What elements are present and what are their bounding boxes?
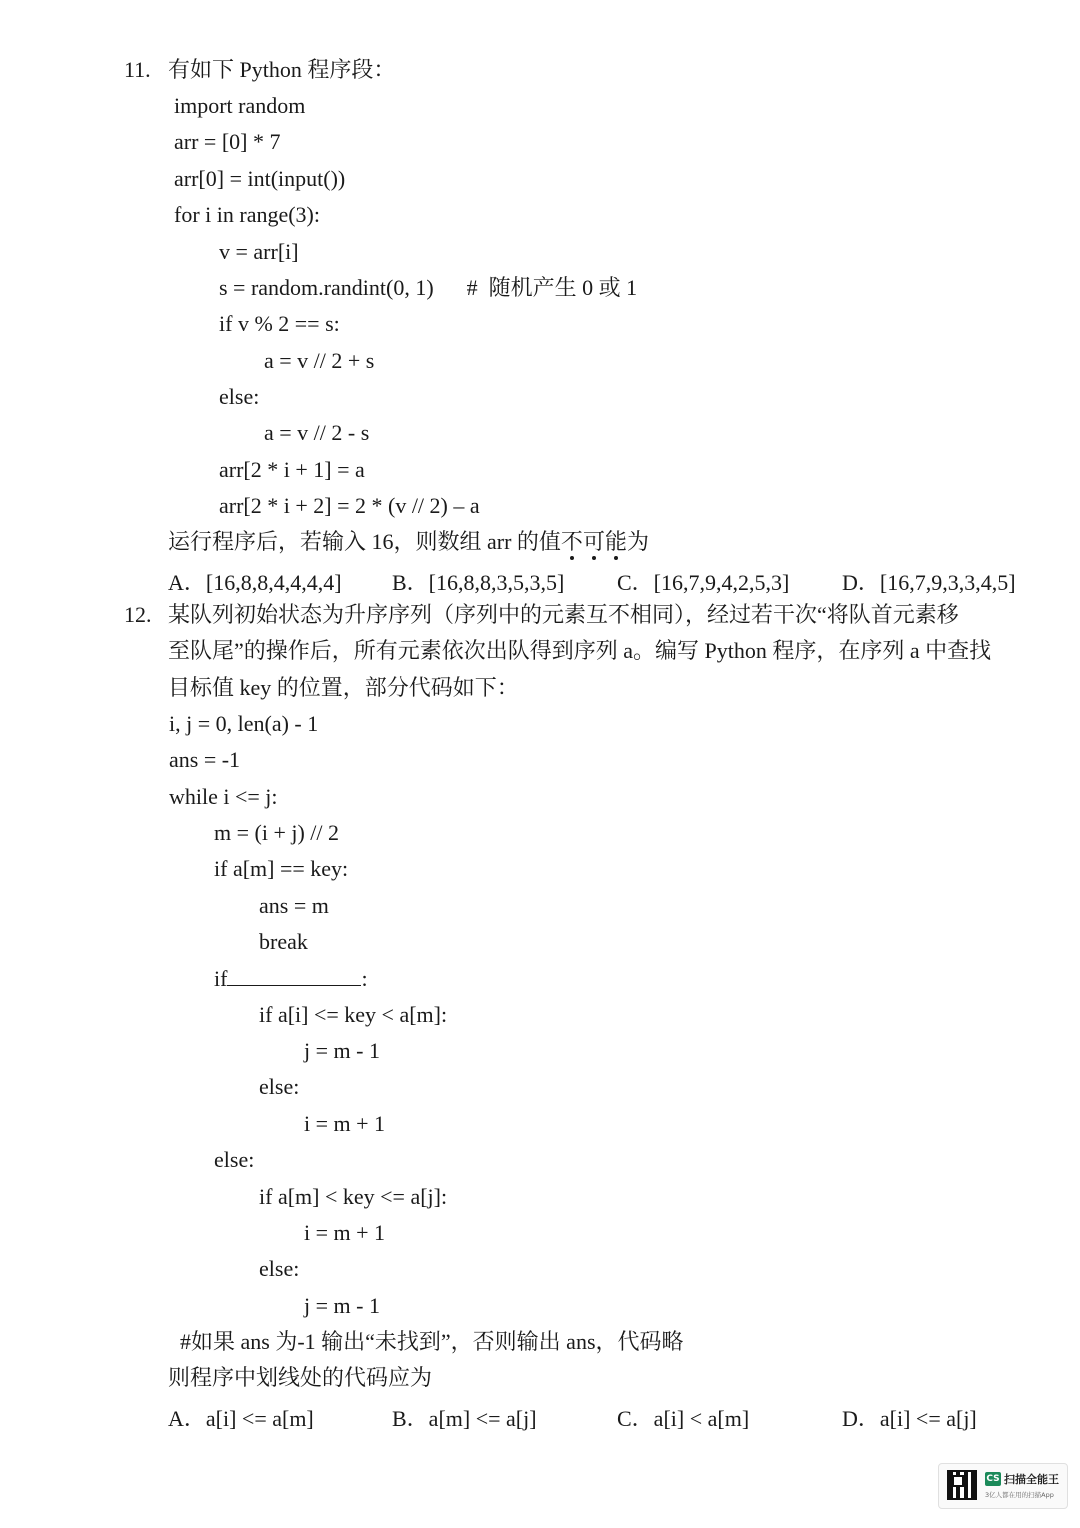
emphasis-char: 能: [605, 529, 627, 554]
scanner-watermark: [938, 1463, 1068, 1509]
q11-number: 11.: [124, 57, 151, 82]
watermark-tagline: 3亿人都在用的扫描App: [985, 1491, 1054, 1499]
q11-code-line: s = random.randint(0, 1) # 随机产生 0 或 1: [219, 275, 638, 300]
q12-number: 12.: [124, 602, 152, 627]
emphasis-char: 不: [561, 529, 583, 554]
q11-code-line: a = v // 2 - s: [264, 420, 370, 445]
q12-code-line: j = m - 1: [304, 1038, 380, 1063]
q11-question: [168, 529, 649, 555]
q11-option-b: B．[16,8,8,3,5,3,5]: [392, 570, 565, 595]
q12-option-c: C．a[i] < a[m]: [617, 1406, 750, 1431]
q11-code-line: arr[2 * i + 2] = 2 * (v // 2) – a: [219, 493, 480, 518]
q12-stem-line: 某队列初始状态为升序序列（序列中的元素互不相同），经过若干次“将队首元素移: [168, 602, 959, 627]
qr-code-icon: [947, 1470, 977, 1500]
watermark-brand: 扫描全能王: [1004, 1473, 1059, 1486]
q12-code-line: i = m + 1: [304, 1220, 386, 1245]
q12-code-comment: #如果 ans 为-1 输出“未找到”，否则输出 ans，代码略: [180, 1329, 684, 1354]
q11-code-line: a = v // 2 + s: [264, 348, 375, 373]
q12-stem-line: 至队尾”的操作后，所有元素依次出队得到序列 a。编写 Python 程序，在序列 a 中查找: [168, 638, 992, 663]
q11-code-line: arr[2 * i + 1] = a: [219, 457, 365, 482]
q12-question: 则程序中划线处的代码应为: [168, 1365, 433, 1390]
q12-code-line: if a[m] == key:: [214, 856, 349, 881]
q12-code-line: if a[m] < key <= a[j]:: [259, 1184, 448, 1209]
q12-code-line: i = m + 1: [304, 1111, 386, 1136]
emphasis-dot: [592, 556, 596, 560]
answer-blank: [227, 965, 361, 986]
q12-code-line: ans = -1: [169, 747, 241, 772]
q11-code-line: arr[0] = int(input()): [174, 166, 346, 191]
camscanner-logo-icon: CS: [986, 1474, 1000, 1484]
q11-code-line: arr = [0] * 7: [174, 129, 281, 154]
q12-option-b: B．a[m] <= a[j]: [392, 1406, 537, 1431]
q12-code-line: i, j = 0, len(a) - 1: [169, 711, 319, 736]
emphasis-dot: [570, 556, 574, 560]
q12-code-line: else:: [214, 1147, 255, 1172]
q12-code-line: m = (i + j) // 2: [214, 820, 340, 845]
q11-code-line: import random: [174, 93, 306, 118]
q12-option-a: A．a[i] <= a[m]: [168, 1406, 314, 1431]
q11-question-post: 为: [626, 529, 649, 554]
emphasis-char: 可: [583, 529, 605, 554]
q12-code-line: j = m - 1: [304, 1293, 380, 1318]
q11-option-d: D．[16,7,9,3,3,4,5]: [842, 570, 1016, 595]
q11-option-a: A．[16,8,8,4,4,4,4]: [168, 570, 342, 595]
q11-stem: 有如下 Python 程序段：: [168, 57, 396, 82]
q11-code-line: for i in range(3):: [174, 202, 320, 227]
q11-code-line: if v % 2 == s:: [219, 311, 340, 336]
q11-option-c: C．[16,7,9,4,2,5,3]: [617, 570, 790, 595]
emphasis-dot: [614, 556, 618, 560]
q12-code-line: ans = m: [259, 893, 329, 918]
q12-option-d: D．a[i] <= a[j]: [842, 1406, 977, 1431]
q11-code-line: else:: [219, 384, 260, 409]
q12-code-line-blank: if :: [214, 966, 368, 991]
q12-code-line: else:: [259, 1074, 300, 1099]
q12-code-line: while i <= j:: [169, 784, 278, 809]
q11-code-line: v = arr[i]: [219, 239, 299, 264]
q12-code-line: else:: [259, 1256, 300, 1281]
q12-code-line: if a[i] <= key < a[m]:: [259, 1002, 448, 1027]
q12-code-line: break: [259, 929, 308, 954]
q12-stem-line: 目标值 key 的位置，部分代码如下：: [168, 675, 519, 700]
q11-question-pre: 运行程序后，若输入 16，则数组 arr 的值: [168, 529, 561, 554]
